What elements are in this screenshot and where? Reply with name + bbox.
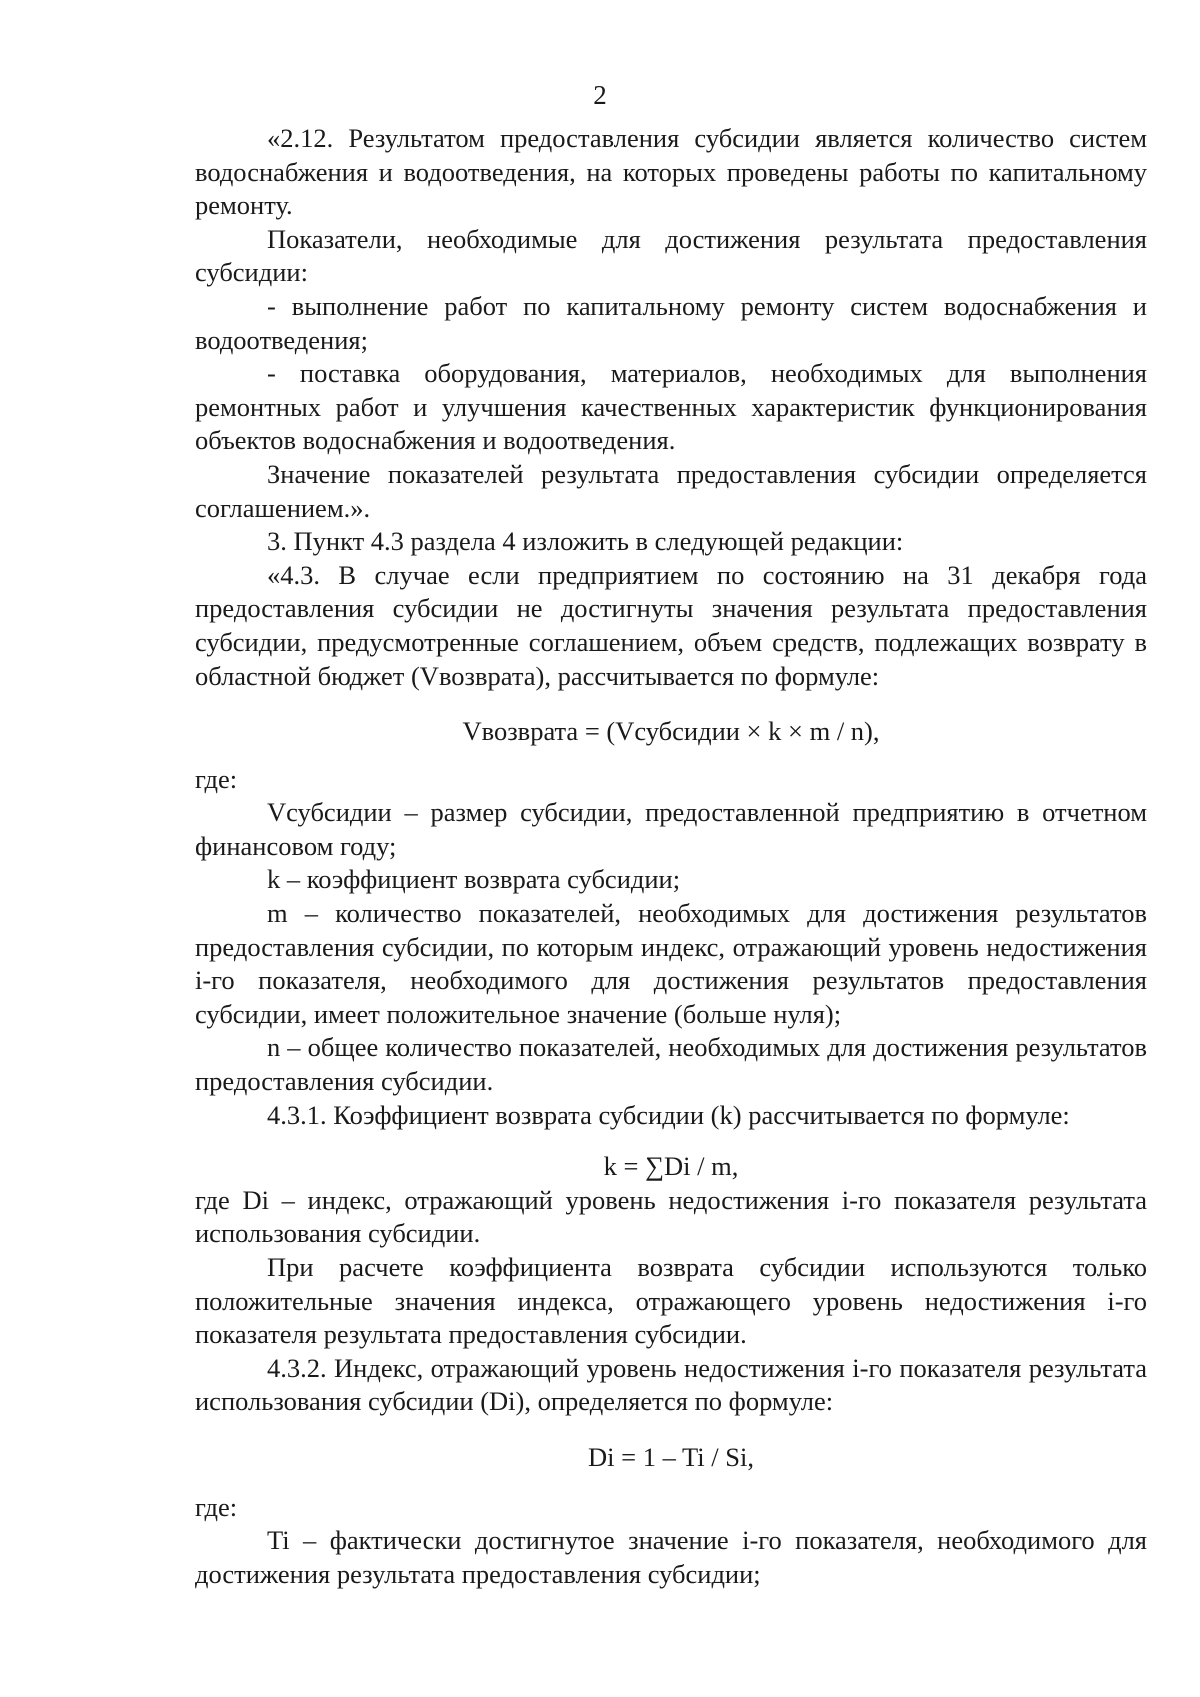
where-label-2: где: (195, 1491, 238, 1522)
page-number: 2 (593, 80, 607, 110)
paragraph-2-12-result: «2.12. Результатом предоставления субсидии является количество систем водоснабжения и водоотведения, на которых проведены работы по капитальному ремонту. (195, 123, 1147, 221)
definition-ti: Ti – фактически достигнутое значение i-го показателя, необходимого для достижения результата предоставления субсидии; (195, 1525, 1147, 1589)
paragraph-4-3-2: 4.3.2. Индекс, отражающий уровень недостижения i-го показателя результата использования субсидии (Di), определяется по формуле: (195, 1352, 1147, 1417)
list-item-repair-works: - выполнение работ по капитальному ремонту систем водоснабжения и водоотведения; (195, 290, 1147, 355)
definition-v-subsidy: Vсубсидии – размер субсидии, предоставленной предприятию в отчетном финансовом году; (195, 797, 1147, 861)
formula-refund-volume: Vвозврата = (Vсубсидии × k × m / n), (462, 716, 880, 747)
where-label: где: (195, 763, 238, 794)
definition-k: k – коэффициент возврата субсидии; (267, 864, 681, 895)
list-item-equipment-supply: - поставка оборудования, материалов, необходимых для выполнения ремонтных работ и улучшения качественных характеристик функционирования объектов водоснабжения и водоотведения. (195, 358, 1147, 456)
paragraph-indicator-value: Значение показателей результата предоставления субсидии определяется соглашением.». (195, 458, 1147, 523)
definition-n: n – общее количество показателей, необходимых для достижения результатов предоставления субсидии. (195, 1032, 1147, 1097)
paragraph-item-3: 3. Пункт 4.3 раздела 4 изложить в следующей редакции: (267, 526, 904, 557)
formula-coefficient-k: k = ∑Di / m, (603, 1151, 739, 1182)
definition-di: где Di – индекс, отражающий уровень недостижения i-го показателя результата использования субсидии. (195, 1184, 1147, 1249)
paragraph-indicators: Показатели, необходимые для достижения результата предоставления субсидии: (195, 223, 1147, 288)
paragraph-4-3: «4.3. В случае если предприятием по состоянию на 31 декабря года предоставления субсидии не достигнуты значения результата предоставления субсидии, предусмотренные соглашением, объем средств, подлежащих возврату в областной бюджет (Vвозврата), рассчитывается по формуле: (195, 559, 1147, 691)
paragraph-positive-values: При расчете коэффициента возврата субсидии используются только положительные значения индекса, отражающего уровень недостижения i-го показателя результата предоставления субсидии. (195, 1252, 1147, 1350)
formula-index-di: Di = 1 – Ti / Si, (588, 1441, 754, 1472)
document-body (195, 122, 1147, 1591)
definition-m: m – количество показателей, необходимых для достижения результатов предоставления субсидии, по которым индекс, отражающий уровень недостижения i-го показателя, необходимого для достижения результатов предоставления субсидии, имеет положительное значение (больше нуля); (195, 898, 1147, 1029)
paragraph-4-3-1: 4.3.1. Коэффициент возврата субсидии (k) рассчитывается по формуле: (267, 1099, 1070, 1130)
